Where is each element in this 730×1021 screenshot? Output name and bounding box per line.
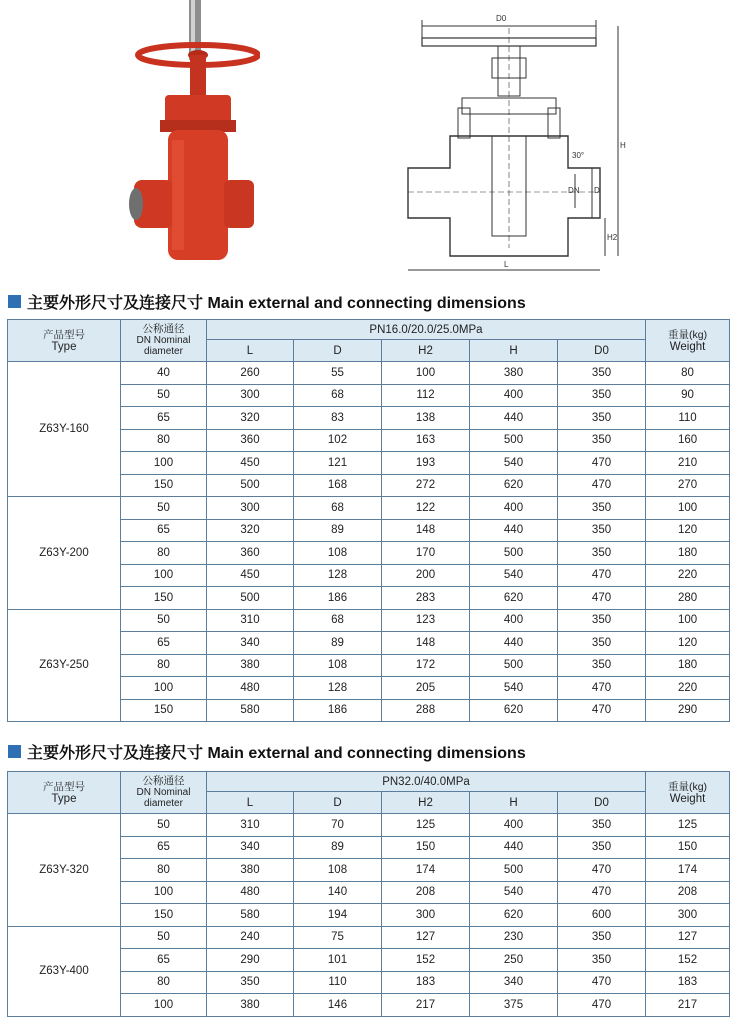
table-cell: 148 [382,632,470,655]
table-row [8,926,730,949]
table-cell: 80 [121,429,207,452]
table-cell: 83 [294,407,382,430]
table-cell: 65 [121,949,207,972]
table-cell: 340 [207,632,294,655]
table-cell: 320 [207,407,294,430]
header-dim-l: L [207,340,294,362]
table-cell: 148 [382,519,470,542]
header-dim-d: D [294,340,382,362]
table-cell: 208 [382,881,470,904]
drawing-label-h: H [620,141,626,150]
table-cell: 120 [646,519,730,542]
table-cell: 470 [558,699,646,722]
table-cell: 350 [558,429,646,452]
table-cell: 100 [121,452,207,475]
table-cell: 350 [558,542,646,565]
table-cell: 168 [294,474,382,497]
table-cell: 380 [207,859,294,882]
table-cell: 122 [382,497,470,520]
table-cell: 300 [207,384,294,407]
table-cell: 220 [646,677,730,700]
table-cell: 310 [207,814,294,837]
table-cell: 68 [294,497,382,520]
table-cell: 620 [470,904,558,927]
table-cell: 65 [121,632,207,655]
table-cell: 110 [294,971,382,994]
table-cell: 112 [382,384,470,407]
table-cell: 200 [382,564,470,587]
table-cell: 50 [121,926,207,949]
header-dim-l: L [207,792,294,814]
table-cell: 100 [646,497,730,520]
table-cell: 540 [470,677,558,700]
table-cell: 100 [121,994,207,1017]
table-cell: 540 [470,564,558,587]
dimensions-table-2 [7,771,730,1017]
table-cell: 350 [558,949,646,972]
header-dn: 公称通径 DN Nominal diameter [121,772,207,814]
table-cell: 350 [558,362,646,385]
header-dim-h: H [470,340,558,362]
drawing-label-angle: 30° [572,151,585,160]
table-cell: 183 [382,971,470,994]
table-cell: 260 [207,362,294,385]
table-cell: 108 [294,859,382,882]
table-cell: 102 [294,429,382,452]
table-cell: 500 [207,474,294,497]
table-cell: 194 [294,904,382,927]
table-cell: 440 [470,632,558,655]
table-cell: 470 [558,881,646,904]
table-cell: 240 [207,926,294,949]
table-cell: 89 [294,836,382,859]
section-heading-text: 主要外形尺寸及连接尺寸 Main external and connecting dimensions [27,294,526,312]
table-cell: 440 [470,519,558,542]
table-cell: 186 [294,699,382,722]
header-dn: 公称通径 DN Nominal diameter [121,320,207,362]
table-cell: 146 [294,994,382,1017]
table-cell: 150 [121,587,207,610]
table-cell: 50 [121,384,207,407]
table-cell: 470 [558,994,646,1017]
table-cell: 230 [470,926,558,949]
table-cell: 350 [558,407,646,430]
table-cell: 500 [470,654,558,677]
drawing-label-h2: H2 [607,233,618,242]
table-cell: 217 [646,994,730,1017]
table-cell: 163 [382,429,470,452]
section-heading-2 [8,740,526,762]
table-cell: 540 [470,881,558,904]
table-cell: 150 [382,836,470,859]
table-cell: 540 [470,452,558,475]
table-cell: 620 [470,474,558,497]
table-cell: 174 [382,859,470,882]
table-cell: 380 [470,362,558,385]
table-cell: 90 [646,384,730,407]
table-cell: 150 [121,699,207,722]
table-row [8,362,730,385]
table-cell: 310 [207,609,294,632]
table-cell: 55 [294,362,382,385]
table-row [8,814,730,837]
table-cell: 470 [558,452,646,475]
table-cell: 205 [382,677,470,700]
table-cell: 470 [558,677,646,700]
valve-photo [120,0,260,270]
table-cell: 50 [121,497,207,520]
table-cell: 100 [121,677,207,700]
table-cell: 183 [646,971,730,994]
table-cell: 350 [558,609,646,632]
table-cell: 138 [382,407,470,430]
table-cell: 300 [646,904,730,927]
table-cell: 128 [294,564,382,587]
header-pressure: PN32.0/40.0MPa [207,772,646,792]
table-cell: 340 [470,971,558,994]
table-cell: 100 [382,362,470,385]
table-cell: 350 [558,814,646,837]
table-cell: 500 [207,587,294,610]
table-cell: 360 [207,429,294,452]
header-dim-d: D [294,792,382,814]
table-cell: 75 [294,926,382,949]
drawing-label-d: D [594,186,600,195]
table-cell: 100 [646,609,730,632]
table-cell: 70 [294,814,382,837]
table-cell: 180 [646,654,730,677]
table-cell: 170 [382,542,470,565]
table-cell: 89 [294,519,382,542]
table-cell: 620 [470,587,558,610]
header-dim-d0: D0 [558,792,646,814]
table-cell: 440 [470,407,558,430]
table-cell: 65 [121,836,207,859]
table-cell: 217 [382,994,470,1017]
table-cell: 400 [470,497,558,520]
table-cell: 350 [558,519,646,542]
type-cell: Z63Y-160 [8,362,121,497]
table-cell: 350 [558,384,646,407]
table-cell: 400 [470,609,558,632]
table-cell: 140 [294,881,382,904]
table-cell: 450 [207,452,294,475]
table-cell: 89 [294,632,382,655]
table-cell: 65 [121,407,207,430]
table-cell: 480 [207,677,294,700]
table-cell: 174 [646,859,730,882]
table-cell: 80 [121,542,207,565]
table-cell: 300 [382,904,470,927]
table-cell: 500 [470,859,558,882]
table-cell: 272 [382,474,470,497]
table-cell: 350 [558,836,646,859]
type-cell: Z63Y-200 [8,497,121,610]
table-cell: 400 [470,384,558,407]
table-row [8,609,730,632]
table-cell: 288 [382,699,470,722]
header-weight: 重量(kg) Weight [646,772,730,814]
table-cell: 40 [121,362,207,385]
table-cell: 620 [470,699,558,722]
table-cell: 280 [646,587,730,610]
section-heading-1 [8,290,526,312]
drawing-label-l: L [504,260,509,269]
dimensions-table-1 [7,319,730,722]
table-cell: 101 [294,949,382,972]
header-dim-h: H [470,792,558,814]
header-type: 产品型号 Type [8,320,121,362]
table-cell: 80 [121,971,207,994]
table-cell: 400 [470,814,558,837]
table-cell: 121 [294,452,382,475]
table-cell: 108 [294,654,382,677]
table-cell: 580 [207,699,294,722]
table-cell: 470 [558,587,646,610]
table-cell: 180 [646,542,730,565]
table-cell: 283 [382,587,470,610]
table-cell: 127 [382,926,470,949]
table-cell: 220 [646,564,730,587]
table-cell: 350 [558,654,646,677]
header-dim-d0: D0 [558,340,646,362]
table-cell: 80 [121,654,207,677]
table-cell: 350 [558,926,646,949]
table-cell: 186 [294,587,382,610]
header-dim-h2: H2 [382,340,470,362]
table-cell: 125 [382,814,470,837]
table-row [8,497,730,520]
table-cell: 152 [646,949,730,972]
section-heading-text: 主要外形尺寸及连接尺寸 Main external and connecting dimensions [27,744,526,762]
table-cell: 150 [121,904,207,927]
table-cell: 100 [121,881,207,904]
table-cell: 350 [558,632,646,655]
table-cell: 123 [382,609,470,632]
table-cell: 375 [470,994,558,1017]
header-type: 产品型号 Type [8,772,121,814]
table-cell: 290 [207,949,294,972]
table-cell: 150 [121,474,207,497]
table-cell: 68 [294,384,382,407]
table-cell: 208 [646,881,730,904]
table-cell: 270 [646,474,730,497]
table-cell: 500 [470,429,558,452]
table-cell: 128 [294,677,382,700]
table-cell: 450 [207,564,294,587]
table-cell: 150 [646,836,730,859]
table-cell: 172 [382,654,470,677]
table-cell: 290 [646,699,730,722]
table-cell: 152 [382,949,470,972]
table-cell: 80 [121,859,207,882]
valve-dimension-drawing [400,8,630,280]
table-cell: 350 [558,497,646,520]
table-cell: 50 [121,609,207,632]
table-cell: 65 [121,519,207,542]
table-cell: 360 [207,542,294,565]
header-pressure: PN16.0/20.0/25.0MPa [207,320,646,340]
table-cell: 380 [207,994,294,1017]
type-cell: Z63Y-400 [8,926,121,1016]
table-cell: 480 [207,881,294,904]
table-cell: 380 [207,654,294,677]
table-cell: 125 [646,814,730,837]
table-cell: 440 [470,836,558,859]
table-cell: 470 [558,474,646,497]
header-weight: 重量(kg) Weight [646,320,730,362]
table-cell: 80 [646,362,730,385]
heading-square-icon [8,745,21,758]
header-dim-h2: H2 [382,792,470,814]
table-cell: 50 [121,814,207,837]
table-cell: 100 [121,564,207,587]
table-cell: 500 [470,542,558,565]
table-cell: 470 [558,564,646,587]
drawing-label-d0: D0 [496,14,507,23]
table-cell: 110 [646,407,730,430]
table-cell: 300 [207,497,294,520]
type-cell: Z63Y-320 [8,814,121,927]
table-cell: 210 [646,452,730,475]
heading-square-icon [8,295,21,308]
table-cell: 340 [207,836,294,859]
table-cell: 250 [470,949,558,972]
table-cell: 68 [294,609,382,632]
table-cell: 350 [207,971,294,994]
table-cell: 470 [558,971,646,994]
drawing-label-dn: DN [568,186,580,195]
table-cell: 320 [207,519,294,542]
table-cell: 127 [646,926,730,949]
table-cell: 193 [382,452,470,475]
table-cell: 160 [646,429,730,452]
table-cell: 120 [646,632,730,655]
type-cell: Z63Y-250 [8,609,121,722]
table-cell: 600 [558,904,646,927]
table-cell: 580 [207,904,294,927]
table-cell: 470 [558,859,646,882]
table-cell: 108 [294,542,382,565]
